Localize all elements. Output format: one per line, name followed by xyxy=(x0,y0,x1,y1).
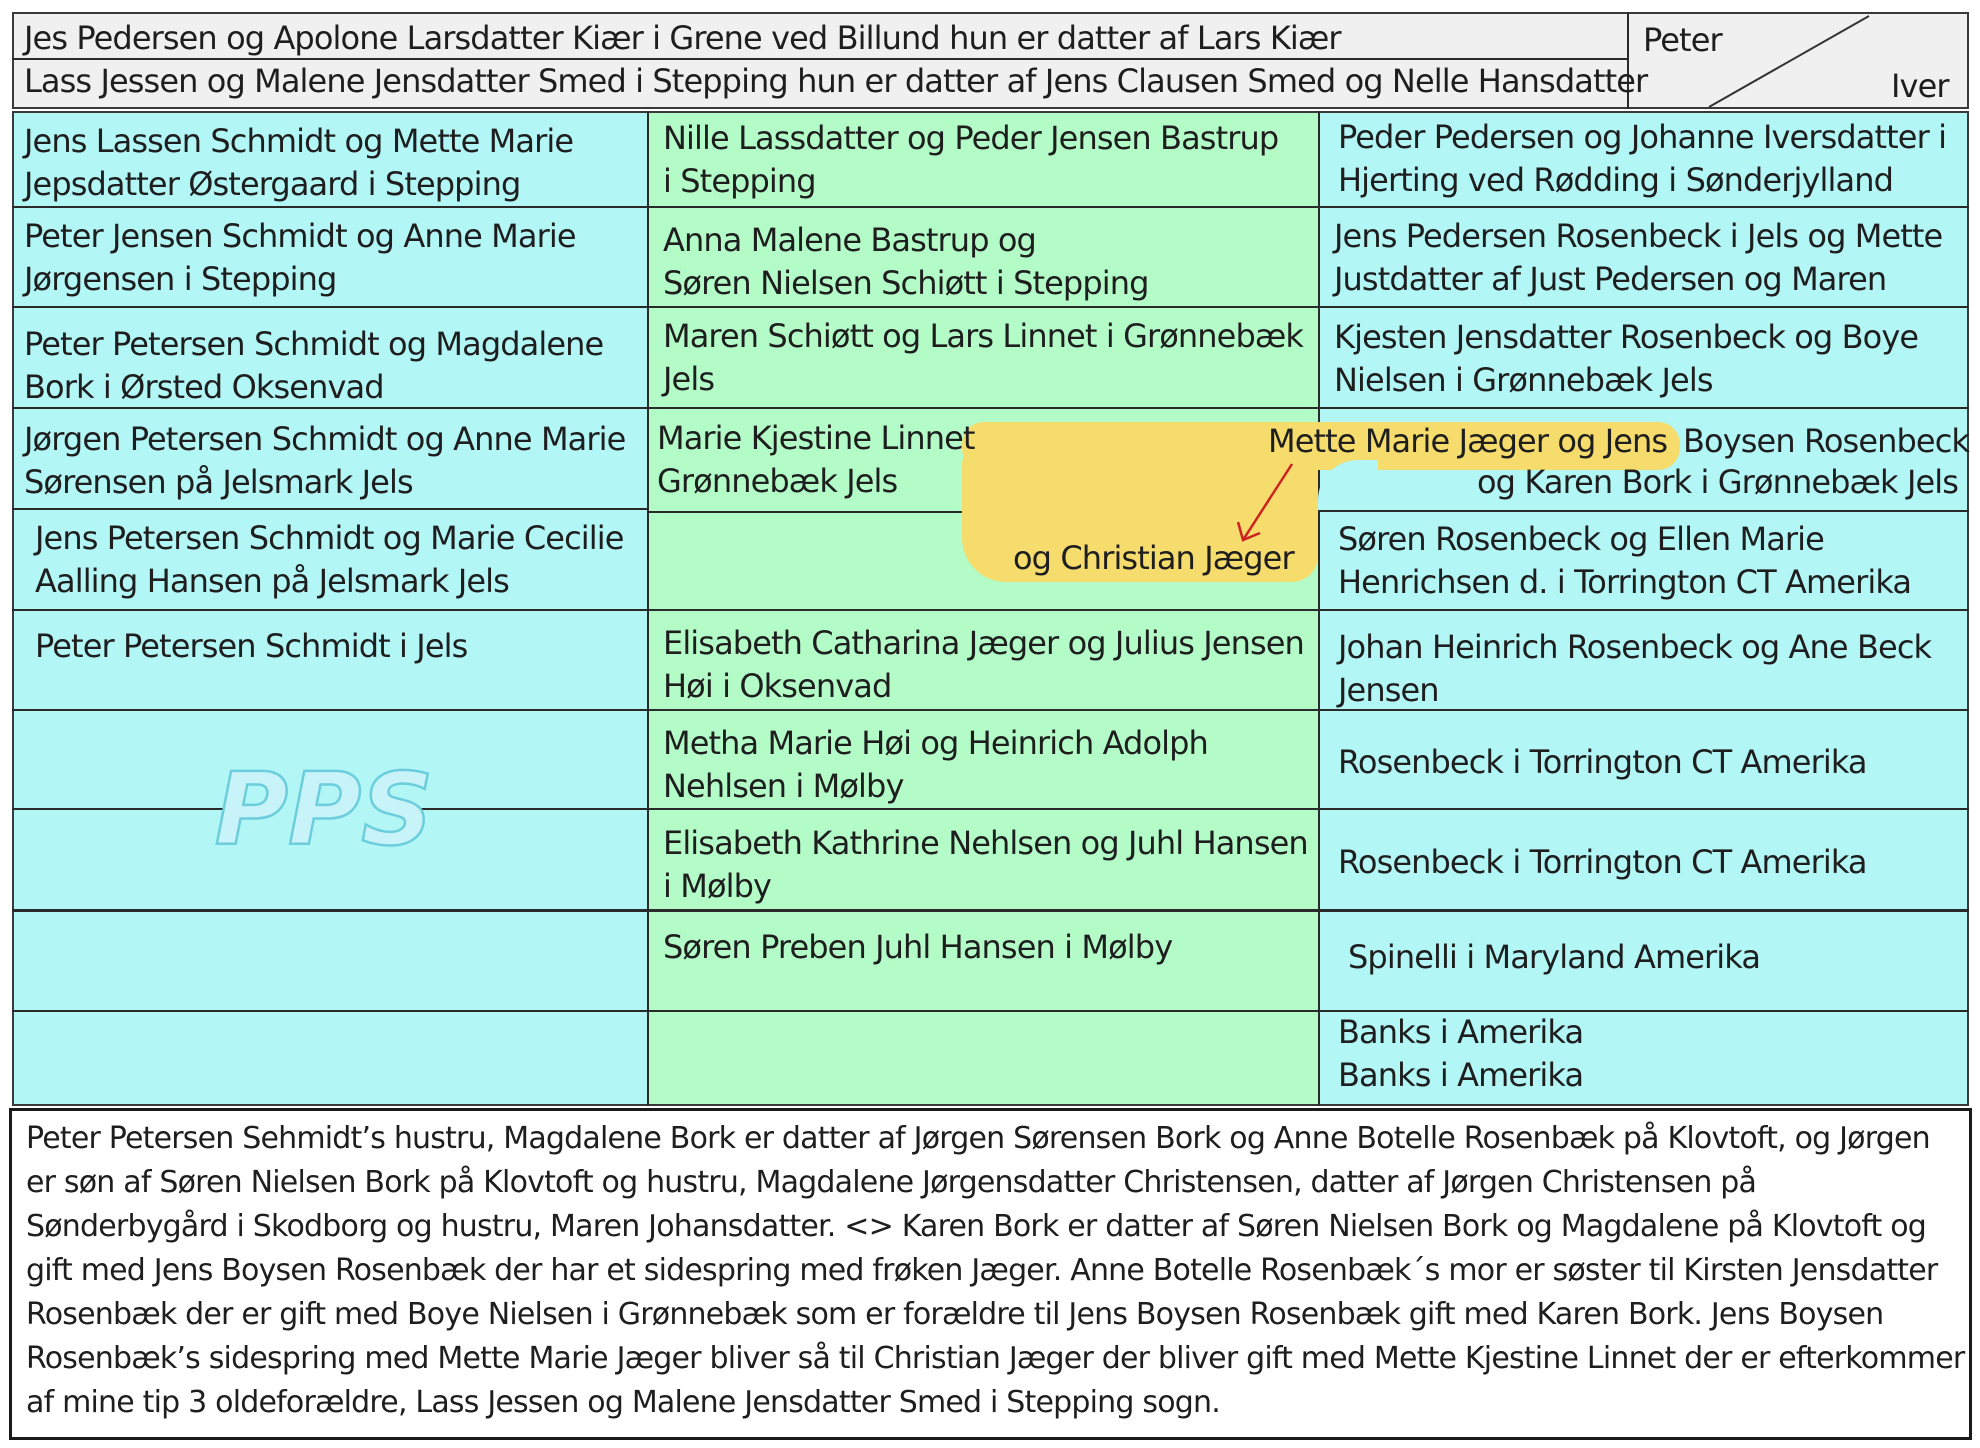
middle-row-5-line-2: Høi i Oksenvad xyxy=(663,667,892,705)
left-row-6-line-1: Peter Petersen Schmidt i Jels xyxy=(35,627,468,665)
right-row-2-line-1: Jens Pedersen Rosenbeck i Jels og Mette xyxy=(1334,217,1943,255)
left-row-5-line-2: Aalling Hansen på Jelsmark Jels xyxy=(35,562,509,600)
right-row-3-line-2: Nielsen i Grønnebæk Jels xyxy=(1334,361,1713,399)
right-row-1-line-1: Peder Pedersen og Johanne Iversdatter i xyxy=(1338,118,1947,156)
middle-row-line xyxy=(648,407,1318,409)
left-row-line xyxy=(12,508,648,510)
right-row-1-line-2: Hjerting ved Rødding i Sønderjylland xyxy=(1338,161,1894,199)
left-row-line xyxy=(12,306,648,308)
right-row-10-line-2: Banks i Amerika xyxy=(1338,1056,1584,1094)
highlight-mother-label: Mette Marie Jæger og Jens xyxy=(1268,422,1668,460)
right-row-9-line-1: Spinelli i Maryland Amerika xyxy=(1348,938,1761,976)
arrow-icon xyxy=(1230,460,1300,550)
right-row-7-line-1: Rosenbeck i Torrington CT Amerika xyxy=(1338,743,1867,781)
left-row-4-line-2: Sørensen på Jelsmark Jels xyxy=(24,463,413,501)
middle-row-2-line-1: Anna Malene Bastrup og xyxy=(663,221,1036,259)
middle-row-line xyxy=(648,609,1318,611)
middle-row-7-line-1: Elisabeth Kathrine Nehlsen og Juhl Hansen xyxy=(663,824,1308,862)
middle-row-8-line-1: Søren Preben Juhl Hansen i Mølby xyxy=(663,928,1173,966)
right-row-line xyxy=(1318,306,1969,308)
right-row-line xyxy=(1318,808,1969,810)
highlight-father-label: Boysen Rosenbeck xyxy=(1683,422,1970,460)
middle-row-1-line-2: i Stepping xyxy=(663,162,816,200)
middle-row-1-line-1: Nille Lassdatter og Peder Jensen Bastrup xyxy=(663,119,1279,157)
right-row-2-line-2: Justdatter af Just Pedersen og Maren xyxy=(1334,260,1887,298)
middle-row-7-line-2: i Mølby xyxy=(663,867,772,905)
middle-row-line xyxy=(648,306,1318,308)
middle-row-2-line-2: Søren Nielsen Schiøtt i Stepping xyxy=(663,264,1149,302)
left-row-line xyxy=(12,808,237,810)
right-row-6-line-1: Johan Heinrich Rosenbeck og Ane Beck xyxy=(1338,628,1932,666)
right-row-8-line-1: Rosenbeck i Torrington CT Amerika xyxy=(1338,843,1867,881)
middle-row-3-line-2: Jels xyxy=(663,360,715,398)
right-row-line xyxy=(1318,609,1969,611)
left-row-4-line-1: Jørgen Petersen Schmidt og Anne Marie xyxy=(24,420,626,458)
highlight-child-label: og Christian Jæger xyxy=(1013,539,1294,577)
middle-row-6-line-1: Metha Marie Høi og Heinrich Adolph xyxy=(663,724,1208,762)
note-text: Peter Petersen Sehmidt’s hustru, Magdalene Bork er datter af Jørgen Sørensen Bork og Anne Botelle Rosenbæk på Klovtoft, og Jørgen er søn af Søren Nielsen Bork på Klovtoft og hustru, Magdalene Jørgensdatter Christensen, datter af Jørgen Christensen på Sønderbygård i Skodborg og hustru, Maren Johansdatter. <> Karen Bork er datter af Søren Nielsen Bork og Magdalene på Klovtoft og gift med Jens Boysen Rosenbæk der har et sidespring med frøken Jæger. Anne Botelle Rosenbæk´s mor er søster til Kirsten Jensdatter Rosenbæk der er gift med Boye Nielsen i Grønnebæk som er forældre til Jens Boysen Rosenbæk gift med Karen Bork. Jens Boysen Rosenbæk’s sidespring med Mette Marie Jæger bliver så til Christian Jæger der bliver gift med Mette Kjestine Linnet der er efterkommer af mine tip 3 oldeforældre, Lass Jessen og Malene Jensdatter Smed i Stepping sogn. xyxy=(26,1121,1965,1420)
left-row-2-line-2: Jørgensen i Stepping xyxy=(24,260,337,298)
right-row-line xyxy=(1318,510,1969,512)
middle-row-line xyxy=(648,709,1318,711)
header-corner-bottom: Iver xyxy=(1891,67,1949,105)
right-row-line xyxy=(1318,909,1969,912)
right-row-5-line-2: Henrichsen d. i Torrington CT Amerika xyxy=(1338,563,1912,601)
right-row-line xyxy=(1318,407,1969,409)
right-row-3-line-1: Kjesten Jensdatter Rosenbeck og Boye xyxy=(1334,318,1919,356)
header-line-2: Lass Jessen og Malene Jensdatter Smed i Stepping hun er datter af Jens Clausen Smed og Nelle Hansdatter xyxy=(24,62,1648,100)
left-row-5-line-1: Jens Petersen Schmidt og Marie Cecilie xyxy=(35,519,624,557)
left-row-2-line-1: Peter Jensen Schmidt og Anne Marie xyxy=(24,217,576,255)
header-corner-top: Peter xyxy=(1643,21,1722,59)
left-row-3-line-2: Bork i Ørsted Oksenvad xyxy=(24,368,384,406)
logo-text: PPS xyxy=(214,751,434,868)
right-row-5-line-1: Søren Rosenbeck og Ellen Marie xyxy=(1338,520,1824,558)
header-line-1: Jes Pedersen og Apolone Larsdatter Kiær i Grene ved Billund hun er datter af Lars Kiær xyxy=(24,19,1341,57)
middle-row-line xyxy=(648,1010,1318,1012)
middle-row-5-line-1: Elisabeth Catharina Jæger og Julius Jensen xyxy=(663,624,1304,662)
right-row-line xyxy=(1318,206,1969,208)
middle-row-line xyxy=(648,206,1318,208)
left-row-line xyxy=(12,709,648,711)
middle-row-4-line-2: Grønnebæk Jels xyxy=(657,462,898,500)
left-row-line xyxy=(12,609,648,611)
pps-logo-icon xyxy=(214,751,434,868)
left-row-3-line-1: Peter Petersen Schmidt og Magdalene xyxy=(24,325,604,363)
middle-row-3-line-1: Maren Schiøtt og Lars Linnet i Grønnebæk xyxy=(663,317,1304,355)
left-row-line xyxy=(412,808,648,810)
left-row-line xyxy=(12,1010,648,1012)
left-row-1-line-1: Jens Lassen Schmidt og Mette Marie xyxy=(24,122,574,160)
left-row-line xyxy=(12,909,648,912)
right-row-6-line-2: Jensen xyxy=(1338,671,1439,709)
middle-row-line xyxy=(648,511,963,513)
left-row-1-line-2: Jepsdatter Østergaard i Stepping xyxy=(24,165,521,203)
highlight-line-2: og Karen Bork i Grønnebæk Jels xyxy=(1477,463,1959,501)
middle-row-line xyxy=(648,909,1318,912)
middle-row-6-line-2: Nehlsen i Mølby xyxy=(663,767,904,805)
right-row-10-line-1: Banks i Amerika xyxy=(1338,1013,1584,1051)
middle-row-4-line-1: Marie Kjestine Linnet xyxy=(657,419,975,457)
